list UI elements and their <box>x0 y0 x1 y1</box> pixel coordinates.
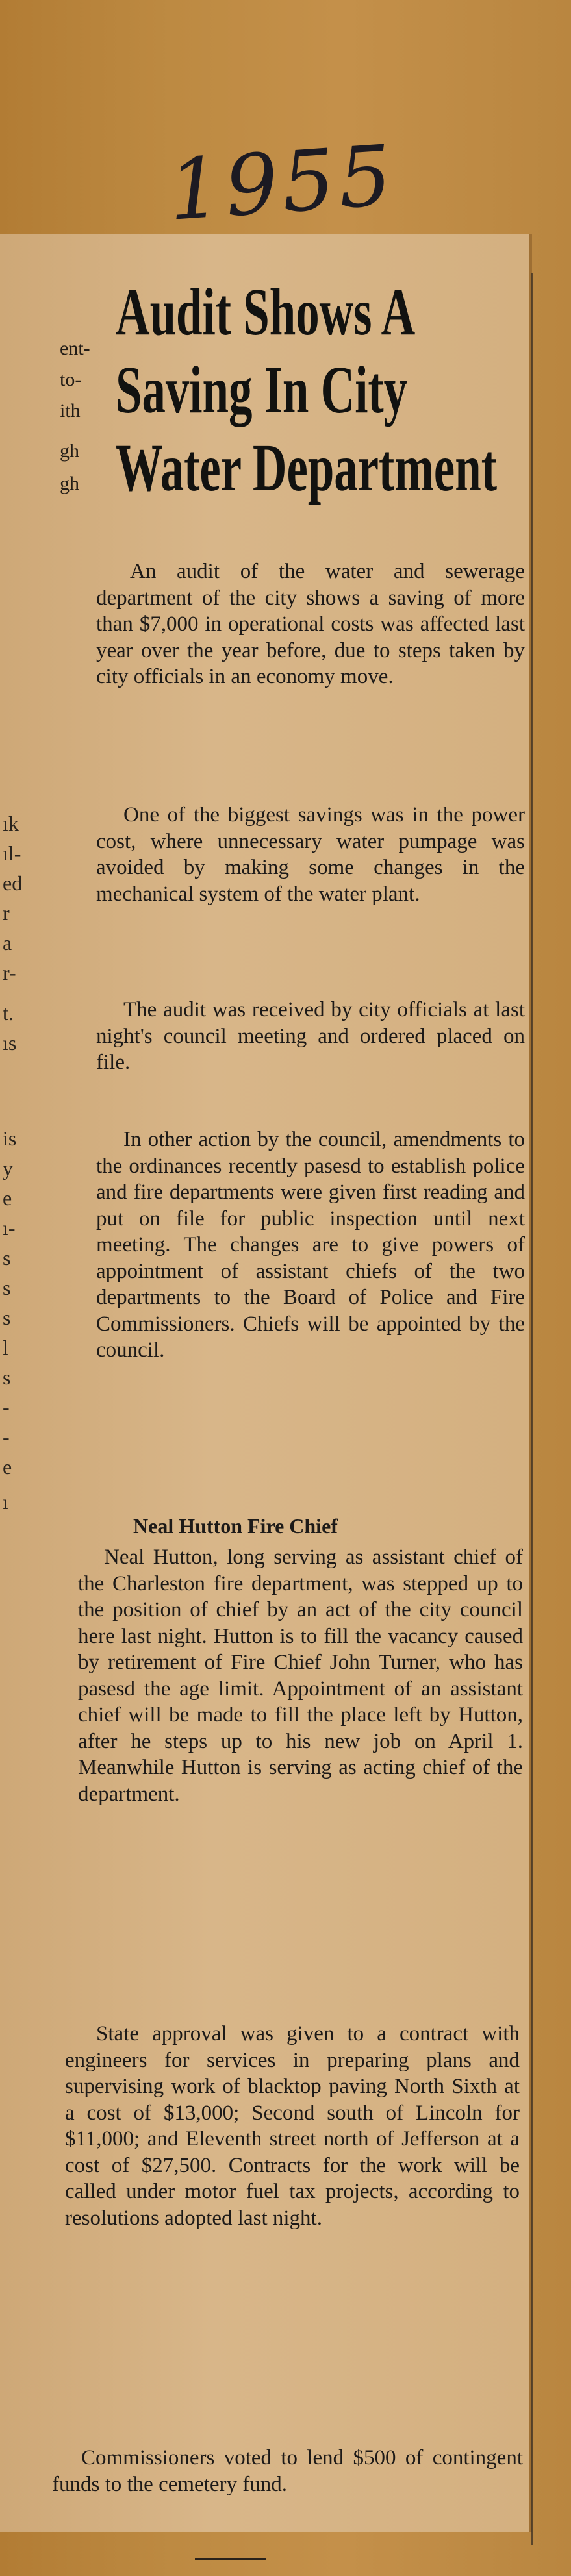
margin-letter: e <box>3 1186 12 1210</box>
margin-letter: e <box>3 1455 12 1479</box>
end-rule <box>195 2558 266 2560</box>
margin-letter: is <box>3 1127 17 1150</box>
margin-letter: y <box>3 1157 13 1180</box>
subhead: Neal Hutton Fire Chief <box>133 1514 338 1538</box>
headline-line: Water Department <box>116 431 497 506</box>
adjacent-column-fragments <box>0 253 110 565</box>
headline-line: Audit Shows A <box>116 275 416 350</box>
handwritten-year: 1955 <box>165 127 399 240</box>
margin-letter: s <box>3 1276 11 1299</box>
margin-letter: - <box>3 1425 10 1449</box>
headline <box>116 273 531 507</box>
fragment-text: gh <box>60 440 79 462</box>
margin-letter: s <box>3 1306 11 1329</box>
paragraph: An audit of the water and sewerage department of the city shows a saving of more than $7,000 in operational costs was affected last year over the year before, due to steps taken by city officials in an economy move. <box>96 560 525 688</box>
margin-letter: r- <box>3 961 16 984</box>
margin-letter: ıl- <box>3 842 21 865</box>
margin-letter: ık <box>3 812 19 835</box>
column-rule <box>531 273 533 2545</box>
fragment-text: to- <box>60 369 82 390</box>
margin-letter: t. <box>3 1001 14 1025</box>
headline-line: Saving In City <box>116 353 408 428</box>
paragraph: Commissioners voted to lend $500 of contingent funds to the cemetery fund. <box>52 2446 523 2496</box>
fragment-text: gh <box>60 473 79 494</box>
margin-letter: s <box>3 1246 11 1269</box>
fragment-text: ent- <box>60 338 90 359</box>
margin-letter: s <box>3 1366 11 1389</box>
margin-letter: l <box>3 1336 8 1359</box>
fragment-text: ith <box>60 400 81 421</box>
margin-letter: r <box>3 901 10 925</box>
paragraph: State approval was given to a contract with engineers for services in preparing plans and supervising work of blacktop paving North Sixth at a cost of $13,000; Second south of Lincoln for $11,000; and Eleventh street north of Jefferson at a cost of $27,500. Contracts for the work will be called under motor fuel tax projects, according to resolutions adopted last night. <box>65 2022 520 2230</box>
margin-letter: ed <box>3 871 23 895</box>
margin-letter: ı- <box>3 1216 16 1240</box>
paragraph: Neal Hutton, long serving as assistant chief of the Charleston fire department, was stepped up to the position of chief by an act of the city council here last night. Hutton is to fill the vacancy caused by retirement of Fire Chief John Turner, who has pasesd the age limit. Appointment of an assistant chief will be made to fill the place left by Hutton, after he steps up to his new job on April 1. Meanwhile Hutton is serving as acting chief of the department. <box>78 1545 523 1806</box>
paragraph: One of the biggest savings was in the power cost, where unnecessary water pumpage was avoided by making some changes in the mechanical system of the water plant. <box>96 803 525 906</box>
margin-letter: ıs <box>3 1031 17 1055</box>
margin-letter: - <box>3 1395 10 1419</box>
paragraph: The audit was received by city officials at last night's council meeting and ordered placed on file. <box>96 998 525 1074</box>
margin-letter: ı <box>3 1490 8 1514</box>
margin-letter: a <box>3 931 12 955</box>
paragraph: In other action by the council, amendments to the ordinances recently pasesd to establish police and fire departments were given first reading and put on file for public inspection until next meeting. The changes are to give powers of appointment of assistant chiefs of the two departments to the Board of Police and Fire Commissioners. Chiefs will be appointed by the council. <box>96 1128 525 1362</box>
